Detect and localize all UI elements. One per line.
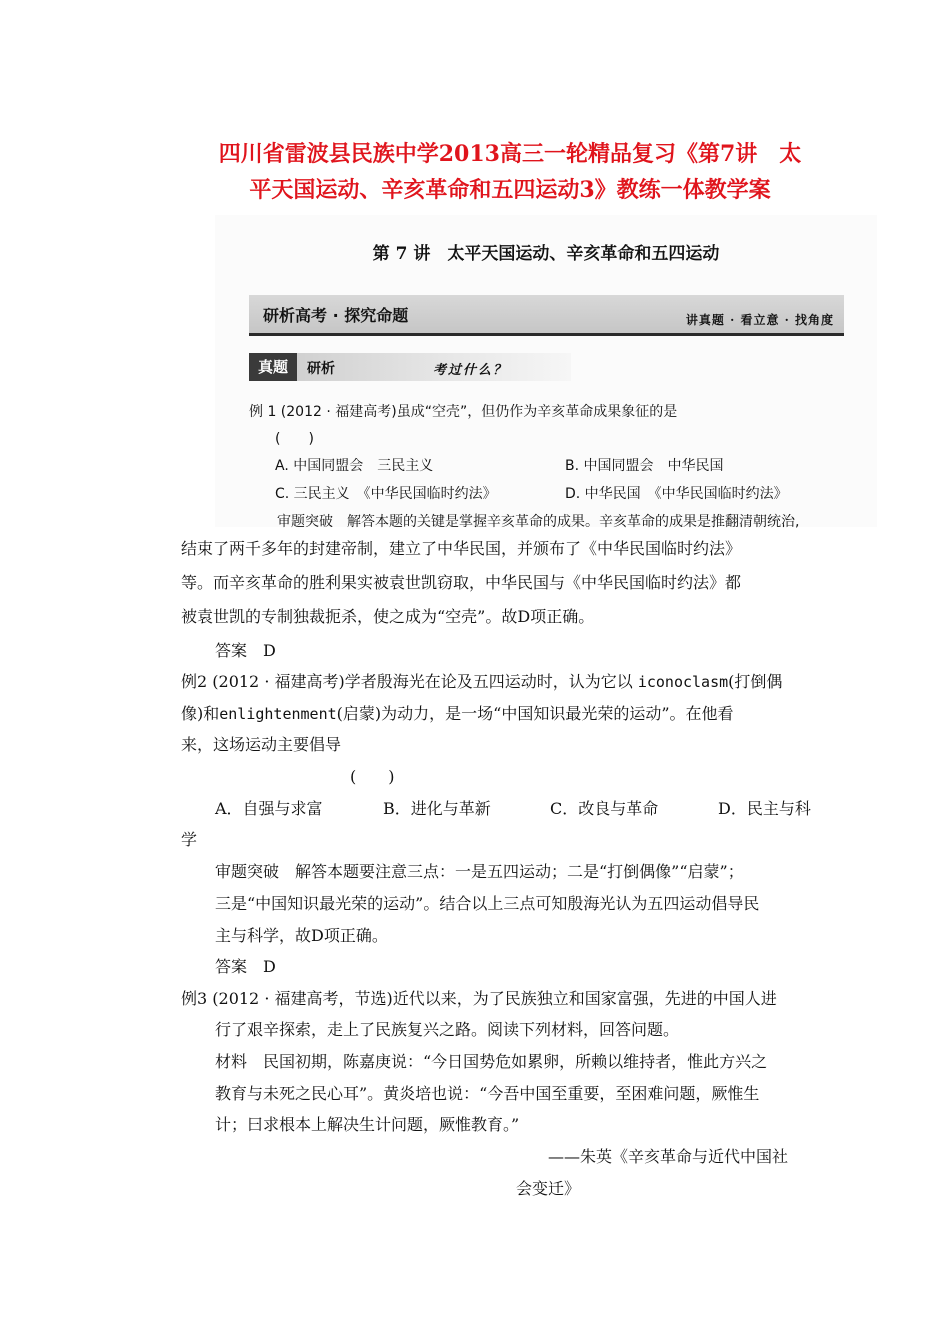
question-2-line-1-tail: (打倒偶 (728, 672, 783, 691)
lecture-heading: 第 7 讲 太平天国运动、辛亥革命和五四运动 (372, 244, 720, 264)
question-2-option-a: A．自强与求富 (215, 799, 323, 818)
question-2-term-enlightenment: enlightenment (219, 705, 337, 723)
document-title-line-1: 四川省雷波县民族中学2013高三一轮精品复习《第7讲 太 (218, 141, 802, 167)
question-2-line-2-text: (启蒙)为动力，是一场“中国知识最光荣的运动”。在他看 (336, 704, 734, 723)
question-1-analysis-start: 审题突破 解答本题的关键是掌握辛亥革命的成果。辛亥革命的成果是推翻清朝统治, (277, 514, 800, 530)
real-question-prompt: 考过什么？ (433, 363, 509, 378)
material-source-line-1: ——朱英《辛亥革命与近代中国社 (548, 1147, 789, 1166)
question-1-option-d: D. 中华民国 《中华民国临时约法》 (565, 486, 788, 502)
answer-2-line-3: 主与科学，故D项正确。 (215, 926, 388, 945)
answer-2-line-1: 审题突破 解答本题要注意三点：一是五四运动；二是“打倒偶像”“启蒙”； (215, 862, 744, 881)
section-banner-subtitle: 讲真题 · 看立意 · 找角度 (685, 313, 834, 327)
document-title-line-2: 平天国运动、辛亥革命和五四运动3》教练一体教学案 (249, 177, 771, 203)
material-line-1: 材料 民国初期，陈嘉庚说：“今日国势危如累卵，所赖以维持者，惟此方兴之 (215, 1052, 768, 1071)
question-2-line-2-head: 像)和 (181, 704, 220, 723)
question-2-option-d: D．民主与科 (718, 799, 811, 818)
answer-1-line-3: 等。而辛亥革命的胜利果实被袁世凯窃取，中华民国与《中华民国临时约法》都 (181, 573, 742, 592)
question-1-option-c: C. 三民主义 《中华民国临时约法》 (275, 486, 497, 502)
material-line-3: 计；曰求根本上解决生计问题，厥惟教育。” (215, 1115, 520, 1134)
question-2-line-2 (181, 702, 734, 726)
answer-2-line-2: 三是“中国知识最光荣的运动”。结合以上三点可知殷海光认为五四运动倡导民 (215, 894, 760, 913)
question-2-line-1 (181, 670, 782, 694)
answer-1-key: 答案 D (215, 641, 276, 660)
question-3-line-1: 例3 (2012 · 福建高考，节选)近代以来，为了民族独立和国家富强，先进的中国人进 (181, 989, 777, 1008)
question-1-option-a: A. 中国同盟会 三民主义 (275, 458, 434, 474)
question-2-option-c: C．改良与革命 (550, 799, 659, 818)
material-line-2: 教育与未死之民心耳”。黄炎培也说：“今吾中国至重要，至困难问题，厥惟生 (215, 1084, 760, 1103)
real-question-badge: 真题 (249, 353, 297, 381)
material-source-line-2: 会变迁》 (516, 1179, 581, 1198)
section-banner-title: 研析高考 · 探究命题 (263, 306, 409, 325)
question-2-answer-blank: ( ) (350, 767, 395, 786)
scanned-textbook-excerpt (215, 215, 877, 530)
question-2-option-b: B．进化与革新 (383, 799, 491, 818)
question-2-term-iconoclasm: iconoclasm (637, 673, 729, 691)
real-question-tag (249, 353, 571, 381)
real-question-label: 研析 (307, 361, 335, 377)
question-1-option-b: B. 中国同盟会 中华民国 (565, 458, 724, 474)
section-banner (249, 295, 844, 336)
question-2-line-1-text: 例2 (2012 · 福建高考)学者殷海光在论及五四运动时，认为它以 (181, 672, 638, 691)
question-3-line-2: 行了艰辛探索，走上了民族复兴之路。阅读下列材料，回答问题。 (215, 1020, 680, 1039)
question-2-line-3: 来，这场运动主要倡导 (181, 735, 342, 754)
question-1-answer-blank: ( ) (275, 431, 314, 447)
question-1-stem: 例 1 (2012 · 福建高考)虽成“空壳”，但仍作为辛亥革命成果象征的是 (249, 404, 678, 420)
answer-1-line-4: 被袁世凯的专制独裁扼杀，使之成为“空壳”。故D项正确。 (181, 607, 595, 626)
answer-1-line-2: 结束了两千多年的封建帝制，建立了中华民国，并颁布了《中华民国临时约法》 (181, 539, 742, 558)
answer-2-key: 答案 D (215, 957, 276, 976)
question-2-option-d-wrap: 学 (181, 830, 198, 849)
